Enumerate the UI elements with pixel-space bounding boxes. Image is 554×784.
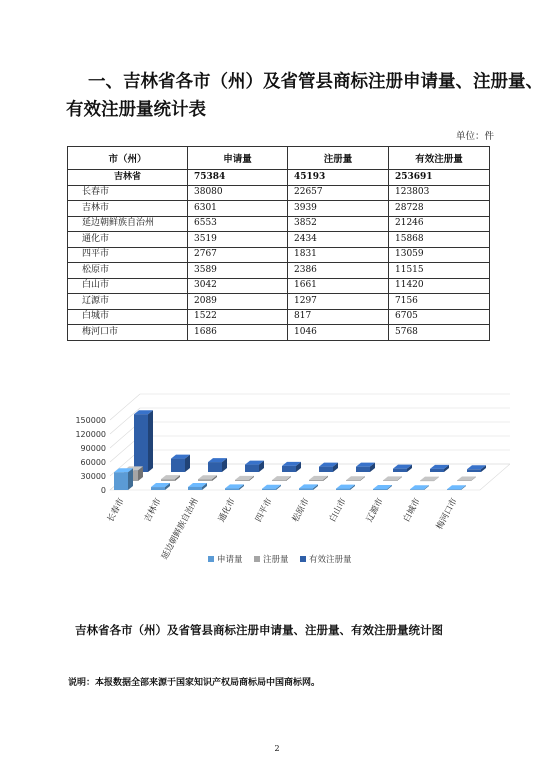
x-tick-label: 通化市 (216, 496, 238, 524)
cell-registered: 3852 (288, 216, 389, 232)
bar-top (272, 476, 291, 480)
page-number: 2 (274, 744, 280, 753)
header-apply: 申请量 (188, 147, 288, 170)
cell-apply: 6553 (188, 216, 288, 232)
y-tick-label: 0 (100, 486, 106, 495)
table-row (68, 232, 490, 248)
cell-valid: 13059 (389, 247, 490, 263)
cell-valid: 11420 (389, 278, 490, 294)
bar-top (420, 477, 439, 481)
table-row (68, 216, 490, 232)
header-registered: 注册量 (288, 147, 389, 170)
cell-registered: 22657 (288, 185, 389, 201)
y-tick-label: 60000 (80, 458, 106, 467)
y-tick-label: 150000 (75, 416, 106, 425)
x-tick-label: 长春市 (105, 496, 127, 524)
cell-apply: 1686 (188, 325, 288, 341)
bar (245, 465, 259, 472)
cell-apply: 3589 (188, 263, 288, 279)
bar (356, 467, 370, 472)
bar (198, 479, 212, 481)
cell-registered: 1661 (288, 278, 389, 294)
header-valid: 有效注册量 (389, 147, 490, 170)
table-row (68, 278, 490, 294)
cell-valid: 253691 (389, 170, 490, 186)
x-tick-label: 四平市 (253, 496, 275, 524)
bar-chart (60, 380, 510, 580)
cell-apply: 38080 (188, 185, 288, 201)
bar (262, 489, 276, 490)
legend-swatch (300, 556, 306, 562)
legend-label: 申请量 (217, 555, 243, 565)
bar (208, 462, 222, 472)
cell-registered: 817 (288, 309, 389, 325)
legend-swatch (208, 556, 214, 562)
x-tick-label: 白山市 (327, 496, 349, 524)
title-line-2: 有效注册量统计表 (66, 100, 206, 120)
cell-valid: 7156 (389, 294, 490, 310)
chart-container (60, 380, 510, 580)
bar (373, 489, 387, 490)
cell-registered: 1831 (288, 247, 389, 263)
table-row-total (68, 170, 490, 186)
cell-name: 长春市 (68, 185, 188, 201)
legend-label: 注册量 (263, 555, 289, 565)
table-row (68, 294, 490, 310)
cell-valid: 28728 (389, 201, 490, 217)
bar (457, 481, 471, 482)
cell-name: 吉林市 (68, 201, 188, 217)
x-tick-label: 松原市 (290, 496, 312, 524)
cell-name: 延边朝鲜族自治州 (68, 216, 188, 232)
bar-top (457, 477, 476, 481)
bar (467, 469, 481, 472)
bar (383, 480, 397, 481)
bar (114, 472, 128, 490)
bar-top (373, 485, 392, 489)
table-row (68, 309, 490, 325)
table-row (68, 247, 490, 263)
bar (225, 488, 239, 490)
unit-label: 单位：件 (455, 131, 494, 142)
cell-registered: 1046 (288, 325, 389, 341)
bar (447, 489, 461, 490)
cell-valid: 6705 (389, 309, 490, 325)
cell-name: 松原市 (68, 263, 188, 279)
cell-valid: 21246 (389, 216, 490, 232)
bar-top (309, 476, 328, 480)
x-tick-label: 延边朝鲜族自治州 (159, 496, 201, 562)
cell-apply: 3042 (188, 278, 288, 294)
legend-label: 有效注册量 (309, 555, 352, 565)
x-tick-label: 白城市 (401, 496, 423, 524)
cell-registered: 1297 (288, 294, 389, 310)
cell-registered: 2386 (288, 263, 389, 279)
bar (282, 466, 296, 472)
x-tick-label: 梅河口市 (434, 496, 460, 532)
cell-apply: 1522 (188, 309, 288, 325)
cell-name: 通化市 (68, 232, 188, 248)
bar (430, 469, 444, 472)
cell-name: 梅河口市 (68, 325, 188, 341)
bar (134, 414, 148, 472)
table-body (68, 170, 490, 341)
bar-side (148, 410, 153, 472)
y-tick-label: 90000 (80, 444, 106, 453)
bar (336, 489, 350, 490)
stats-table (67, 146, 490, 341)
bar (410, 489, 424, 490)
cell-apply: 2089 (188, 294, 288, 310)
legend-swatch (254, 556, 260, 562)
bar (319, 467, 333, 472)
bar-top (346, 476, 365, 480)
figure-caption: 吉林省各市（州）及省管县商标注册申请量、注册量、有效注册量统计图 (75, 623, 443, 637)
cell-valid: 5768 (389, 325, 490, 341)
bar (346, 480, 360, 481)
cell-registered: 2434 (288, 232, 389, 248)
bar (171, 459, 185, 472)
page-title (66, 68, 543, 124)
cell-apply: 75384 (188, 170, 288, 186)
cell-name: 四平市 (68, 247, 188, 263)
bar (272, 480, 286, 481)
table-row (68, 325, 490, 341)
table-row (68, 201, 490, 217)
source-note: 说明：本报数据全部来源于国家知识产权局商标局中国商标网。 (68, 678, 321, 688)
bar (151, 487, 165, 490)
table-row (68, 263, 490, 279)
header-region: 市（州） (68, 147, 188, 170)
cell-registered: 45193 (288, 170, 389, 186)
bar (393, 469, 407, 472)
cell-apply: 3519 (188, 232, 288, 248)
cell-name: 辽源市 (68, 294, 188, 310)
bar (235, 480, 249, 481)
cell-name: 白城市 (68, 309, 188, 325)
title-line-1: 一、吉林省各市（州）及省管县商标注册申请量、注册量、 (88, 72, 543, 92)
bar-top (447, 485, 466, 489)
bar (309, 480, 323, 481)
bar (420, 481, 434, 482)
cell-name: 白山市 (68, 278, 188, 294)
bar-top (383, 476, 402, 480)
x-tick-label: 吉林市 (142, 496, 164, 524)
cell-name: 吉林省 (68, 170, 188, 186)
y-tick-label: 120000 (75, 430, 106, 439)
bar (299, 488, 313, 490)
cell-valid: 15868 (389, 232, 490, 248)
cell-apply: 2767 (188, 247, 288, 263)
table-row (68, 185, 490, 201)
x-tick-label: 辽源市 (364, 496, 386, 524)
y-tick-label: 30000 (80, 472, 106, 481)
bar (161, 479, 175, 481)
table-header-row (68, 147, 490, 170)
bar-top (410, 485, 429, 489)
cell-registered: 3939 (288, 201, 389, 217)
cell-valid: 11515 (389, 263, 490, 279)
cell-apply: 6301 (188, 201, 288, 217)
bar (188, 487, 202, 490)
cell-valid: 123803 (389, 185, 490, 201)
